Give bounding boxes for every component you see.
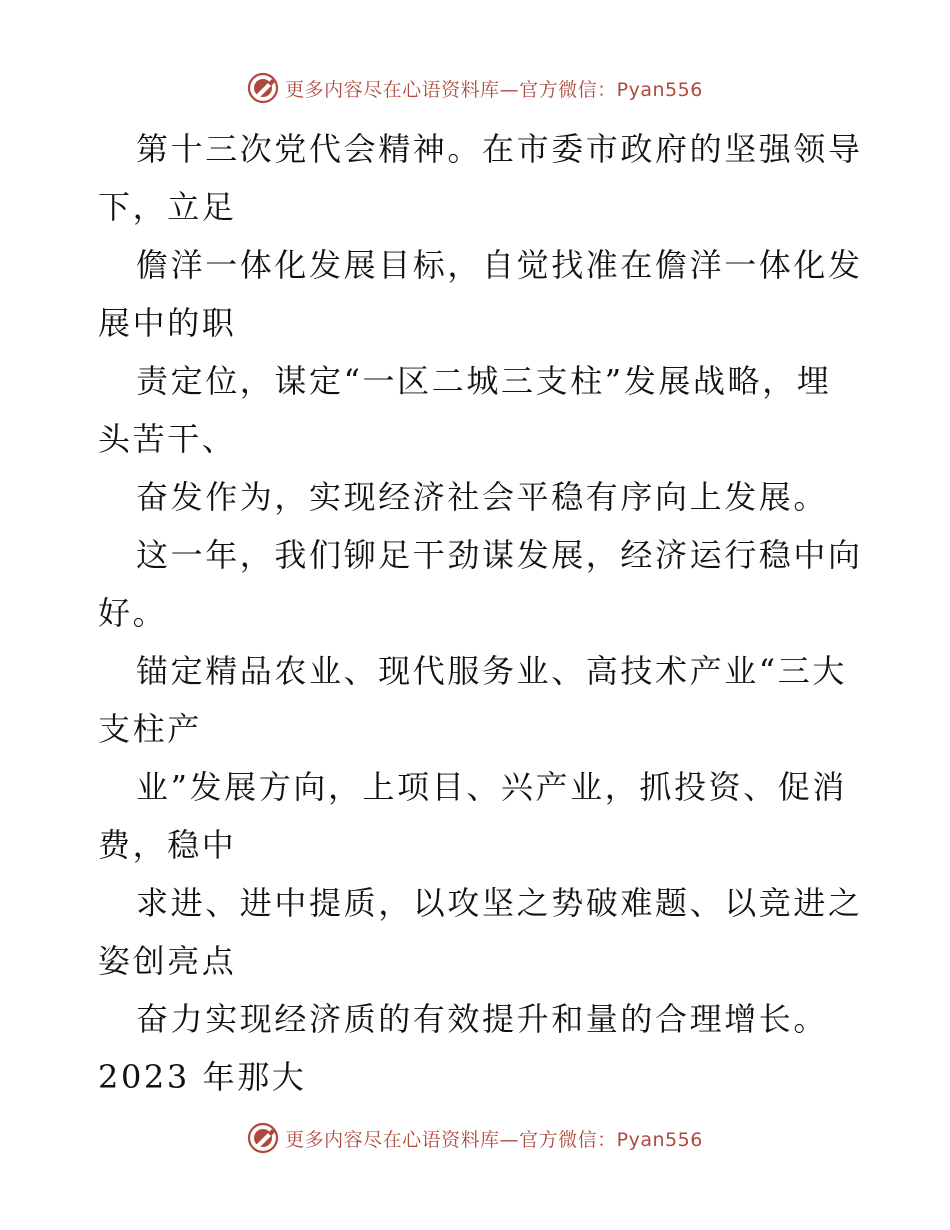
text-line: 头苦干、 xyxy=(98,420,237,458)
text-line: 责定位，谋定“一区二城三支柱”发展战略，埋 xyxy=(136,362,832,400)
text-line: 2023 年那大 xyxy=(98,1058,307,1096)
text-line: 好。 xyxy=(98,594,168,632)
text-line: 儋洋一体化发展目标，自觉找准在儋洋一体化发 xyxy=(136,246,863,284)
pen-nib-logo-icon xyxy=(247,72,279,104)
footer-watermark xyxy=(0,1122,950,1154)
text-line: 展中的职 xyxy=(98,304,237,342)
pen-nib-logo-icon xyxy=(247,1122,279,1154)
text-line: 锚定精品农业、现代服务业、高技术产业“三大 xyxy=(136,652,847,690)
document-body xyxy=(98,120,863,1106)
header-watermark xyxy=(0,72,950,104)
watermark-text: 更多内容尽在心语资料库—官方微信：Pyan556 xyxy=(285,78,703,101)
text-line: 支柱产 xyxy=(98,710,202,748)
text-line: 姿创亮点 xyxy=(98,942,237,980)
text-line: 这一年，我们铆足干劲谋发展，经济运行稳中向 xyxy=(136,536,863,574)
text-line: 求进、进中提质，以攻坚之势破难题、以竞进之 xyxy=(136,884,863,922)
text-line: 业”发展方向，上项目、兴产业，抓投资、促消 xyxy=(136,768,847,806)
text-line: 奋发作为，实现经济社会平稳有序向上发展。 xyxy=(136,478,829,516)
text-line: 费，稳中 xyxy=(98,826,237,864)
watermark-text: 更多内容尽在心语资料库—官方微信：Pyan556 xyxy=(285,1128,703,1151)
text-line: 第十三次党代会精神。在市委市政府的坚强领导 xyxy=(136,130,863,168)
text-line: 奋力实现经济质的有效提升和量的合理增长。 xyxy=(136,1000,829,1038)
text-line: 下，立足 xyxy=(98,188,237,226)
